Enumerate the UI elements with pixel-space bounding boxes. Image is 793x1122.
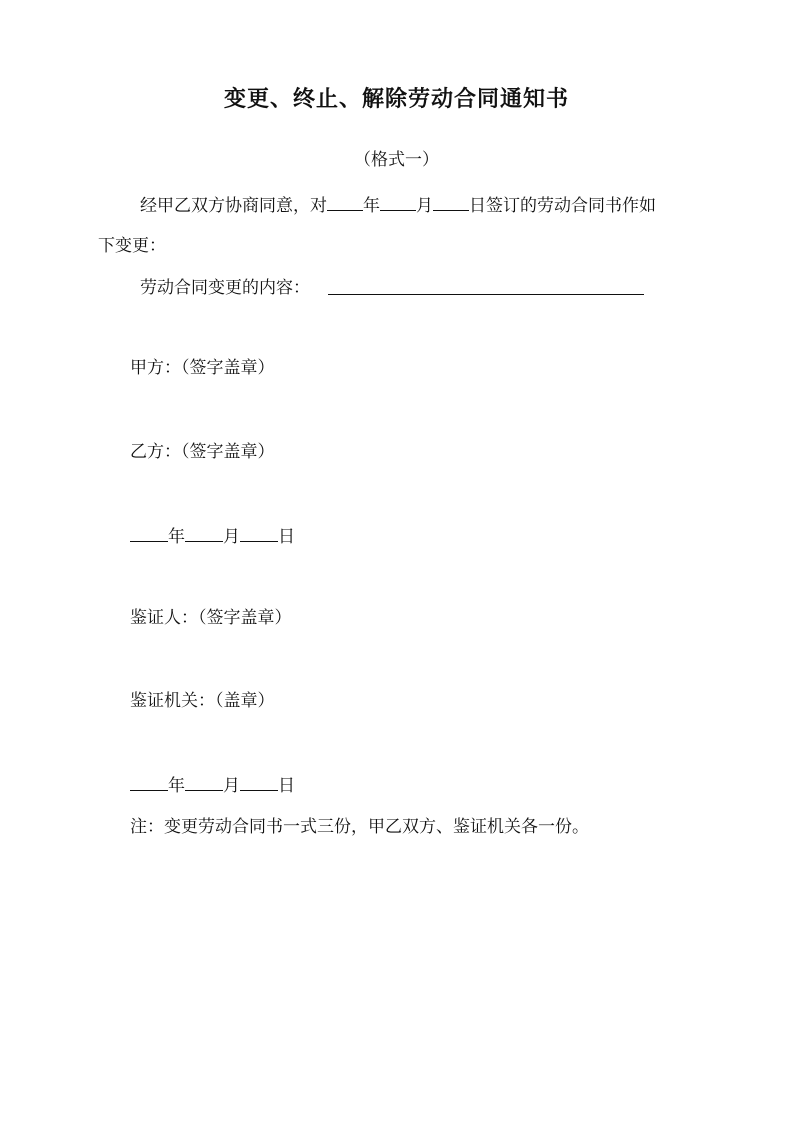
verifying-agency-seal: 鉴证机关：（盖章） bbox=[130, 691, 275, 711]
date2-month-label: 月 bbox=[223, 776, 240, 796]
date2-day-label: 日 bbox=[278, 776, 295, 796]
date1-day-blank[interactable] bbox=[240, 523, 278, 542]
intro-line-2: 下变更： bbox=[98, 236, 166, 256]
party-b-signature: 乙方：（签字盖章） bbox=[130, 442, 275, 462]
document-title: 变更、终止、解除劳动合同通知书 bbox=[223, 86, 569, 112]
date1-year-blank[interactable] bbox=[130, 523, 168, 542]
content-label: 劳动合同变更的内容： bbox=[140, 278, 310, 298]
signature-date-1 bbox=[130, 523, 295, 549]
intro-year-label: 年 bbox=[363, 196, 380, 216]
month-blank[interactable] bbox=[380, 192, 416, 211]
party-a-signature: 甲方：（签字盖章） bbox=[130, 358, 275, 378]
content-blank-line[interactable] bbox=[328, 294, 644, 295]
date2-day-blank[interactable] bbox=[240, 772, 278, 791]
intro-month-label: 月 bbox=[416, 196, 433, 216]
signature-date-2 bbox=[130, 772, 295, 798]
date2-year-blank[interactable] bbox=[130, 772, 168, 791]
date1-month-label: 月 bbox=[223, 527, 240, 547]
date1-month-blank[interactable] bbox=[185, 523, 223, 542]
date2-year-label: 年 bbox=[168, 776, 185, 796]
date2-month-blank[interactable] bbox=[185, 772, 223, 791]
day-blank[interactable] bbox=[433, 192, 469, 211]
intro-text-2: 日签订的劳动合同书作如 bbox=[469, 196, 656, 216]
intro-text-1: 经甲乙双方协商同意，对 bbox=[140, 196, 327, 216]
document-note: 注：变更劳动合同书一式三份，甲乙双方、鉴证机关各一份。 bbox=[130, 817, 589, 837]
year-blank[interactable] bbox=[327, 192, 363, 211]
intro-line-1 bbox=[140, 192, 656, 218]
format-label: （格式一） bbox=[354, 150, 439, 170]
verifier-signature: 鉴证人：（签字盖章） bbox=[130, 608, 292, 628]
date1-year-label: 年 bbox=[168, 527, 185, 547]
date1-day-label: 日 bbox=[278, 527, 295, 547]
